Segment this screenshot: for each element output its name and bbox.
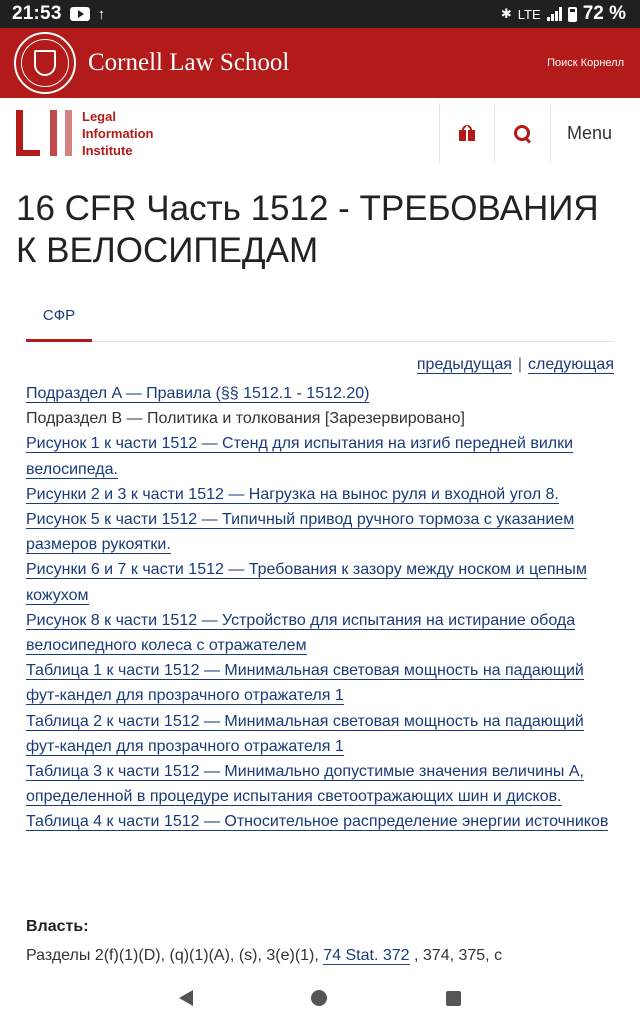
toc-list (26, 381, 616, 835)
lii-logo-text (82, 108, 154, 159)
lii-logo-icon (16, 110, 72, 156)
upload-icon: ↑ (97, 5, 106, 23)
lii-header-actions (439, 103, 612, 163)
status-bar (0, 0, 640, 28)
lii-logo-line: Information (82, 125, 154, 141)
cornell-search-link[interactable]: Поиск Корнелл (547, 57, 624, 69)
toc-link[interactable]: Таблица 1 к части 1512 — Минимальная световая мощность на падающий фут-кандел для прозрачного отражателя 1 (26, 662, 584, 705)
cornell-seal-icon (14, 32, 76, 94)
toc-item (26, 482, 616, 507)
toc-link[interactable]: Рисунки 6 и 7 к части 1512 — Требования к зазору между носком и цепным кожухом (26, 561, 587, 604)
cornell-brand[interactable] (14, 32, 289, 94)
toc-link[interactable]: Таблица 2 к части 1512 — Минимальная световая мощность на падающий фут-кандел для прозрачного отражателя 1 (26, 712, 584, 755)
search-icon (514, 125, 531, 142)
toc-item (26, 809, 616, 834)
status-time: 21:53 (12, 3, 62, 24)
toc-link[interactable]: Таблица 4 к части 1512 — Относительное распределение энергии источников (26, 813, 609, 831)
signal-icon (547, 7, 562, 21)
toc-item (26, 381, 616, 406)
toc-item (26, 406, 616, 431)
network-type: LTE (517, 6, 541, 22)
bluetooth-icon: ✱ (500, 6, 512, 21)
status-left (12, 3, 105, 25)
authority-text-after: , 374, 375, с (409, 947, 503, 964)
status-right (501, 3, 626, 25)
toc-link[interactable]: Таблица 3 к части 1512 — Минимально допустимые значения величины A, определенной в процедуре испытания светоотражающих шин и дисков. (26, 763, 584, 806)
lii-logo-link[interactable] (16, 108, 154, 159)
toc-link[interactable]: Рисунок 1 к части 1512 — Стенд для испытания на изгиб передней вилки велосипеда. (26, 435, 574, 478)
tab-cfr[interactable]: СФР (26, 302, 92, 342)
recent-apps-icon[interactable] (446, 991, 461, 1006)
back-icon[interactable] (179, 990, 193, 1006)
cornell-header (0, 28, 640, 98)
gift-icon (459, 125, 475, 141)
donate-button[interactable] (439, 103, 495, 163)
home-icon[interactable] (311, 990, 327, 1006)
toc-item (26, 658, 616, 708)
toc-link[interactable]: Рисунки 2 и 3 к части 1512 — Нагрузка на вынос руля и входной угол 8. (26, 485, 559, 503)
toc-link[interactable]: Рисунок 5 к части 1512 — Типичный привод ручного тормоза с указанием размеров рукоятки. (26, 511, 575, 554)
toc-item (26, 431, 616, 481)
toc-item (26, 608, 616, 658)
battery-percent: 72 % (582, 3, 626, 24)
next-link[interactable]: следующая (528, 356, 614, 373)
tab-bar (26, 302, 614, 342)
cornell-title: Cornell Law School (88, 49, 290, 76)
toc-item (26, 709, 616, 759)
authority-text-before: Разделы 2(f)(1)(D), (q)(1)(A), (s), 3(e)(1), (26, 947, 324, 964)
system-nav-bar (0, 972, 640, 1024)
page-title: 16 CFR Часть 1512 - ТРЕБОВАНИЯ К ВЕЛОСИПЕДАМ (16, 189, 599, 270)
toc-item (26, 759, 616, 809)
youtube-icon (70, 7, 90, 21)
pager-separator: | (517, 356, 523, 373)
battery-icon (568, 7, 577, 22)
toc-item (26, 507, 616, 557)
search-button[interactable] (495, 103, 551, 163)
previous-link[interactable]: предыдущая (416, 356, 512, 373)
toc-link[interactable]: Рисунок 8 к части 1512 — Устройство для испытания на истирание обода велосипедного колеса с отражателем (26, 611, 576, 655)
toc-text: Подраздел B — Политика и толкования [Зарезервировано] (26, 410, 465, 428)
toc-item (26, 557, 616, 607)
menu-button[interactable]: Menu (566, 122, 612, 143)
lii-header (0, 98, 640, 168)
lii-logo-line: Institute (82, 142, 133, 158)
lii-logo-line: Legal (82, 108, 116, 124)
authority-link[interactable]: 74 Stat. 372 (323, 947, 410, 964)
authority-label: Власть: (26, 918, 89, 935)
toc-link[interactable]: Подраздел A — Правила (§§ 1512.1 - 1512.20) (26, 385, 370, 402)
pager (417, 356, 614, 374)
